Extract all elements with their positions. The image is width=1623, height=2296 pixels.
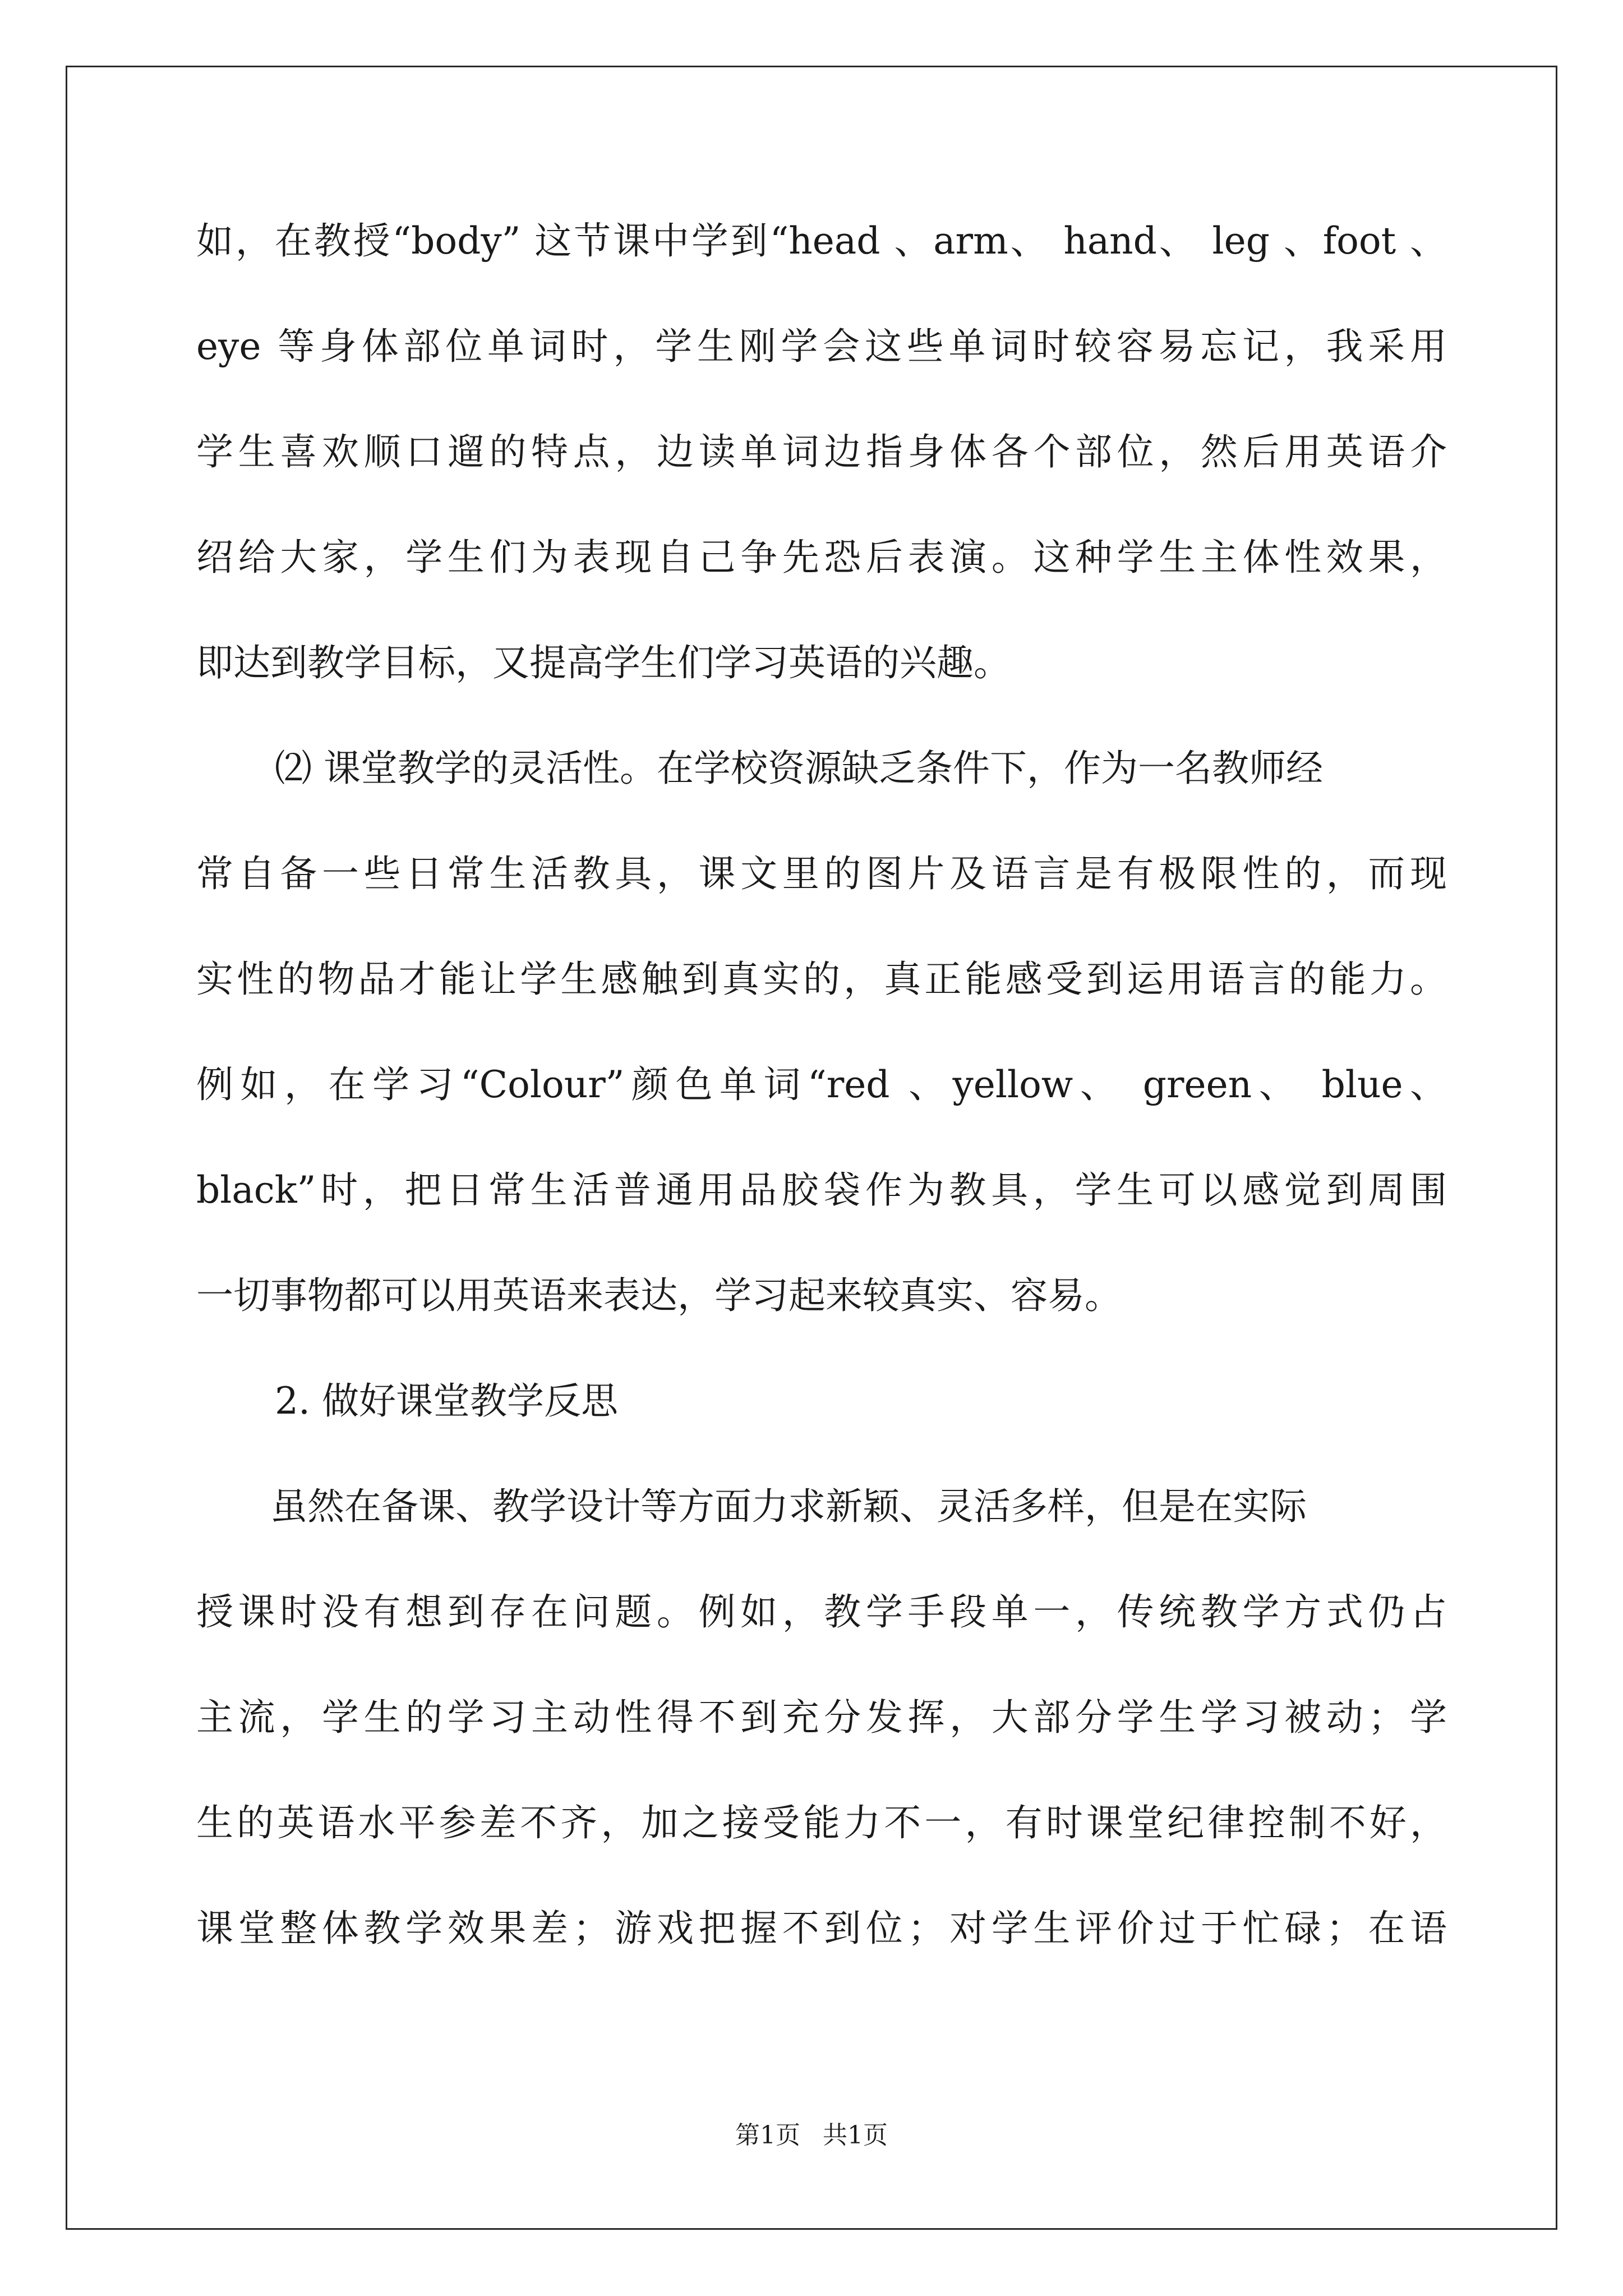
text-line: 课堂整体教学效果差；游戏把握不到位；对学生评价过于忙碌；在语 — [196, 1907, 1447, 1950]
text-line: 如，在教授“body” 这节课中学到“head 、arm、 hand、 leg 、foot 、 — [196, 219, 1447, 263]
page-number: 第1页 — [735, 2121, 800, 2150]
text-line: 绍给大家，学生们为表现自己争先恐后表演。这种学生主体性效果， — [196, 536, 1447, 579]
text-line: 生的英语水平参差不齐，加之接受能力不一，有时课堂纪律控制不好， — [196, 1801, 1447, 1844]
text-line: 即达到教学目标，又提高学生们学习英语的兴趣。 — [196, 641, 1011, 684]
page-footer — [0, 2123, 1623, 2148]
text-line: eye 等身体部位单词时，学生刚学会这些单词时较容易忘记，我采用 — [196, 325, 1447, 368]
page-total: 共1页 — [823, 2121, 888, 2150]
document-body — [196, 219, 1458, 2016]
paragraph-first-line: ⑵ 课堂教学的灵活性。在学校资源缺乏条件下，作为一名教师经 — [275, 747, 1323, 790]
text-line: 实性的物品才能让学生感触到真实的，真正能感受到运用语言的能力。 — [196, 958, 1447, 1001]
text-line: 常自备一些日常生活教具，课文里的图片及语言是有极限性的，而现 — [196, 852, 1447, 895]
text-line: 例如，在学习“Colour”颜色单词“red 、yellow、 green、 blue、 — [196, 1063, 1447, 1106]
text-line: 一切事物都可以用英语来表达，学习起来较真实、容易。 — [196, 1274, 1122, 1317]
text-line: black”时，把日常生活普通用品胶袋作为教具，学生可以感觉到周围 — [196, 1168, 1447, 1212]
section-heading: 2. 做好课堂教学反思 — [275, 1379, 618, 1423]
text-line: 学生喜欢顺口遛的特点，边读单词边指身体各个部位，然后用英语介 — [196, 430, 1447, 473]
text-line: 授课时没有想到存在问题。例如，教学手段单一，传统教学方式仍占 — [196, 1590, 1447, 1634]
paragraph-first-line: 虽然在备课、教学设计等方面力求新颖、灵活多样，但是在实际 — [270, 1485, 1307, 1528]
text-line: 主流，学生的学习主动性得不到充分发挥，大部分学生学习被动；学 — [196, 1696, 1447, 1739]
